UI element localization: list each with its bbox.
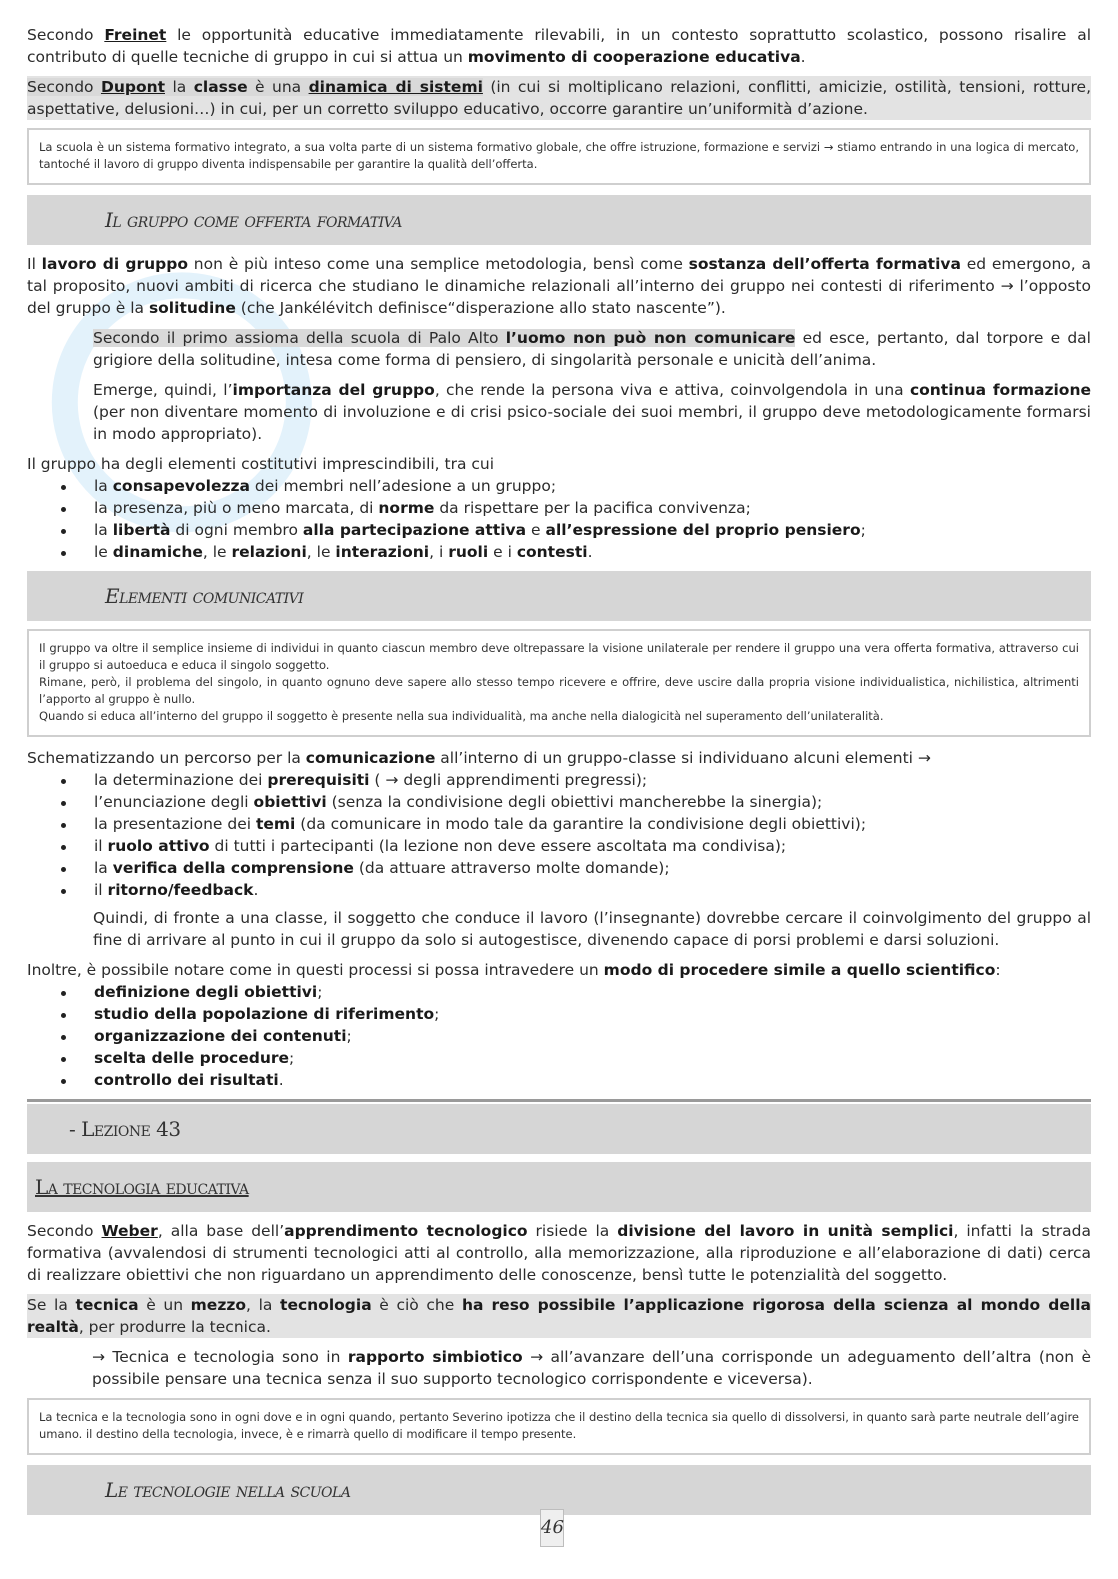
note-line: Rimane, però, il problema del singolo, in quanto ognuno deve sapere allo stesso tempo ricevere e offrire, deve uscire dalla propria visione individualistica, nichilistica, altrimenti l’apporto al gruppo è nullo. [39,675,1079,706]
paragraph-schematizzando: Schematizzando un percorso per la comunicazione all’interno di un gruppo-classe si individuano alcuni elementi → [27,749,931,767]
lesson-heading: - Lezione 43 [27,1104,1091,1154]
list-item: la libertà di ogni membro alla partecipazione attiva e all’espressione del proprio pensiero; [27,519,1091,541]
list-item: le dinamiche, le relazioni, le interazioni, i ruoli e i contesti. [27,541,1091,563]
paragraph-rapporto-simbiotico: → Tecnica e tecnologia sono in rapporto simbiotico → all’avanzare dell’una corrisponde un adeguamento dell’altra (non è possibile pensare una tecnica senza il suo supporto tecnologico corrispondente e viceversa). [92,1348,1092,1388]
list-item: la presentazione dei temi (da comunicare in modo tale da garantire la condivisione degli obiettivi); [27,813,1091,835]
list-item: la verifica della comprensione (da attuare attraverso molte domande); [27,857,1091,879]
list-item: l’enunciazione degli obiettivi (senza la condivisione degli obiettivi mancherebbe la sinergia); [27,791,1091,813]
paragraph-palo-alto: Secondo il primo assioma della scuola di Palo Alto l’uomo non può non comunicare ed esce, pertanto, dal torpore e dal grigiore della solitudine, intesa come forma di pensiero, di singolarità personale e unicità dell’anima. [93,329,1091,369]
list-item: la determinazione dei prerequisiti ( → degli apprendimenti pregressi); [27,769,1091,791]
paragraph-dupont: Secondo Dupont la classe è una dinamica di sistemi (in cui si moltiplicano relazioni, conflitti, amicizie, ostilità, tensioni, rotture, aspettative, delusioni…) in cui, per un corretto sviluppo educativo, occorre garantire un’uniformità d’azione. [27,78,1092,118]
section-heading-tecnologia-educativa: La tecnologia educativa [27,1162,1091,1212]
list-elementi-costitutivi [27,475,1091,563]
paragraph-freinet: Secondo Freinet le opportunità educative immediatamente rilevabili, in un contesto soprattutto scolastico, possono risalire al contributo di quelle tecniche di gruppo in cui si attua un movimento di cooperazione educativa. [27,26,1091,66]
note-box-gruppo [27,629,1091,737]
paragraph-elementi-costitutivi: Il gruppo ha degli elementi costitutivi imprescindibili, tra cui [27,455,495,473]
paragraph-inoltre: Inoltre, è possibile notare come in questi processi si possa intravedere un modo di procedere simile a quello scientifico: [27,961,1001,979]
section-heading-elementi-comunicativi: Elementi comunicativi [27,571,1091,621]
list-item: scelta delle procedure; [27,1047,1091,1069]
list-metodo-scientifico [27,981,1091,1091]
list-item: la consapevolezza dei membri nell’adesione a un gruppo; [27,475,1091,497]
list-item: il ruolo attivo di tutti i partecipanti (la lezione non deve essere ascoltata ma condivisa); [27,835,1091,857]
note-line: Quando si educa all’interno del gruppo il soggetto è presente nella sua individualità, ma anche nella dialogicità nel superamento dell’unilateralità. [39,709,884,723]
paragraph-importanza-gruppo: Emerge, quindi, l’importanza del gruppo, che rende la persona viva e attiva, coinvolgendola in una continua formazione (per non diventare momento di involuzione e di crisi psico-sociale dei suoi membri, il gruppo deve metodologicamente formarsi in modo appropriato). [93,381,1091,443]
list-item: la presenza, più o meno marcata, di norme da rispettare per la pacifica convivenza; [27,497,1091,519]
paragraph-weber: Secondo Weber, alla base dell’apprendimento tecnologico risiede la divisione del lavoro in unità semplici, infatti la strada formativa (avvalendosi di strumenti tecnologici atti al controllo, alla memorizzazione, alla riproduzione e all’elaborazione di dati) cerca di realizzare obiettivi che non riguardano un apprendimento delle conoscenze, bensì tutte le potenzialità del soggetto. [27,1222,1092,1284]
paragraph-lavoro-gruppo: Il lavoro di gruppo non è più inteso come una semplice metodologia, bensì come sostanza dell’offerta formativa ed emergono, a tal proposito, nuovi ambiti di ricerca che studiano le dinamiche relazionali all’interno dei gruppo nei contesti di riferimento → l’opposto del gruppo è la solitudine (che Jankélévitch definisce“disperazione allo stato nascente”). [27,255,1092,317]
list-item: il ritorno/feedback. [27,879,1091,901]
note-box-severino: La tecnica e la tecnologia sono in ogni dove e in ogni quando, pertanto Severino ipotizza che il destino della tecnica sia quello di dissolversi, in quanto sarà parte neutrale dell’agire umano. il destino della tecnologia, invece, è e rimarrà quello di modificare il tempo presente. [27,1398,1091,1455]
list-item: definizione degli obiettivi; [27,981,1091,1003]
paragraph-tecnica-tecnologia: Se la tecnica è un mezzo, la tecnologia è ciò che ha reso possibile l’applicazione rigorosa della scienza al mondo della realtà, per produrre la tecnica. [27,1296,1091,1336]
document-page [27,24,1091,1523]
divider [27,1099,1091,1102]
list-item: studio della popolazione di riferimento; [27,1003,1091,1025]
list-comunicazione [27,769,1091,901]
list-item: organizzazione dei contenuti; [27,1025,1091,1047]
paragraph-quindi: Quindi, di fronte a una classe, il soggetto che conduce il lavoro (l’insegnante) dovrebbe cercare il coinvolgimento del gruppo al fine di arrivare al punto in cui il gruppo da solo si autogestisce, divenendo capace di porsi problemi e darsi soluzioni. [93,909,1091,949]
page-number: 46 [540,1509,564,1547]
note-box-scuola: La scuola è un sistema formativo integrato, a sua volta parte di un sistema formativo globale, che offre istruzione, formazione e servizi → stiamo entrando in una logica di mercato, tantoché il lavoro di gruppo diventa indispensabile per garantire la qualità dell’offerta. [27,128,1091,185]
list-item: controllo dei risultati. [27,1069,1091,1091]
note-line: Il gruppo va oltre il semplice insieme di individui in quanto ciascun membro deve oltrepassare la visione unilaterale per rendere il gruppo una vera offerta formativa, attraverso cui il gruppo si autoeduca e educa il singolo soggetto. [39,641,1079,672]
section-heading-tecnologie-scuola: Le tecnologie nella scuola [27,1465,1091,1515]
section-heading-gruppo-offerta: Il gruppo come offerta formativa [27,195,1091,245]
